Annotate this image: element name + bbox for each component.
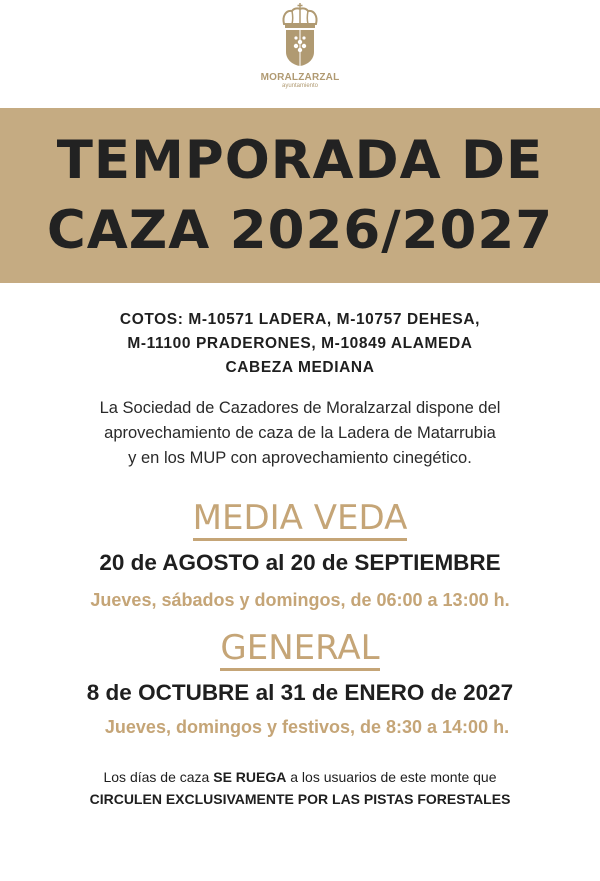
media-veda-hours: Jueves, sábados y domingos, de 06:00 a 13:00 h.	[90, 590, 510, 610]
intro-paragraph	[0, 396, 600, 471]
footer-note	[0, 766, 600, 810]
media-veda-heading	[0, 498, 600, 538]
footer-line-1-end: a los usuarios de este monte que	[286, 769, 497, 785]
footer-line-2: CIRCULEN EXCLUSIVAMENTE POR LAS PISTAS FORESTALES	[89, 791, 511, 807]
footer-line-1	[0, 766, 600, 788]
title-line-2: CAZA 2026/2027	[46, 199, 554, 261]
intro-line-2: aprovechamiento de caza de la Ladera de Matarrubia	[104, 424, 496, 442]
cotos-line-1: COTOS: M-10571 LADERA, M-10757 DEHESA,	[119, 311, 481, 328]
general-heading	[0, 628, 600, 668]
general-hours: Jueves, domingos y festivos, de 8:30 a 14:00 h.	[104, 717, 510, 737]
title-banner	[0, 108, 600, 283]
cotos-line-3: CABEZA MEDIANA	[225, 359, 375, 376]
town-name: MORALZARZAL	[260, 72, 340, 83]
cotos-line-2: M-11100 PRADERONES, M-10849 ALAMEDA	[127, 335, 473, 352]
media-veda-dates: 20 de AGOSTO al 20 de SEPTIEMBRE	[99, 550, 501, 575]
title-line-1: TEMPORADA DE	[56, 129, 544, 191]
general-title: GENERAL	[220, 628, 379, 671]
cotos-list	[0, 308, 600, 380]
intro-line-3: y en los MUP con aprovechamiento cinegético.	[128, 449, 472, 467]
intro-line-1: La Sociedad de Cazadores de Moralzarzal dispone del	[99, 399, 501, 417]
footer-emphasis: SE RUEGA	[213, 769, 287, 785]
town-logo	[0, 0, 600, 100]
media-veda-title: MEDIA VEDA	[193, 498, 408, 541]
town-subtitle: ayuntamiento	[281, 83, 319, 89]
general-dates: 8 de OCTUBRE al 31 de ENERO de 2027	[86, 680, 514, 705]
coat-of-arms-icon	[276, 2, 324, 70]
footer-line-1-start: Los días de caza	[103, 769, 214, 785]
